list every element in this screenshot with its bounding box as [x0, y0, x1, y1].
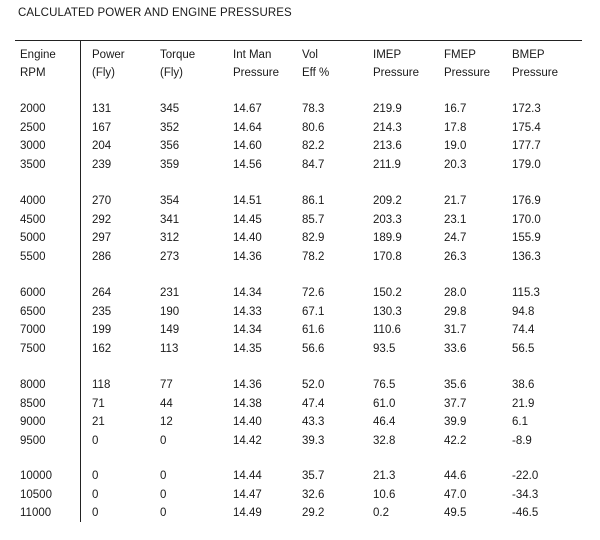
- column-header-engine-rpm: Engine: [20, 49, 56, 61]
- table-cell-torque: 341: [160, 213, 180, 226]
- table-cell-power: 162: [92, 342, 112, 355]
- table-cell-fmep: 37.7: [444, 397, 467, 410]
- table-cell-fmep: 33.6: [444, 342, 467, 355]
- table-cell-bmep: 6.1: [512, 416, 528, 428]
- table-cell-power: 199: [92, 324, 112, 336]
- table-cell-imep: 130.3: [373, 305, 402, 318]
- table-cell-bmep: 21.9: [512, 397, 535, 410]
- table-cell-fmep: 21.7: [444, 195, 467, 207]
- table-cell-torque: 0: [160, 434, 167, 447]
- table-cell-torque: 352: [160, 121, 180, 134]
- table-cell-fmep: 24.7: [444, 232, 467, 244]
- table-cell-fmep: 31.7: [444, 324, 467, 336]
- table-cell-engine-rpm: 9000: [20, 416, 46, 428]
- table-cell-torque: 149: [160, 324, 180, 336]
- table-cell-bmep: 136.3: [512, 250, 541, 263]
- table-cell-vol-eff: 72.6: [302, 287, 325, 299]
- table-cell-imep: 76.5: [373, 379, 396, 391]
- table-cell-power: 286: [92, 250, 112, 263]
- table-cell-fmep: 44.6: [444, 470, 467, 482]
- table-cell-power: 0: [92, 488, 99, 501]
- table-cell-engine-rpm: 2500: [20, 121, 46, 134]
- table-cell-engine-rpm: 8000: [20, 379, 46, 391]
- table-cell-torque: 345: [160, 103, 180, 115]
- table-cell-torque: 356: [160, 140, 180, 152]
- table-cell-bmep: -22.0: [512, 470, 539, 482]
- table-cell-bmep: 175.4: [512, 121, 541, 134]
- table-cell-torque: 0: [160, 470, 167, 482]
- table-cell-engine-rpm: 7500: [20, 342, 46, 355]
- table-cell-engine-rpm: 10000: [20, 470, 52, 482]
- table-cell-vol-eff: 52.0: [302, 379, 325, 391]
- column-header-fmep: Pressure: [444, 67, 491, 79]
- table-cell-engine-rpm: 6500: [20, 305, 46, 318]
- table-cell-fmep: 49.5: [444, 507, 467, 519]
- table-cell-fmep: 16.7: [444, 103, 467, 115]
- table-cell-vol-eff: 67.1: [302, 305, 325, 318]
- column-header-imep: Pressure: [373, 67, 420, 79]
- table-cell-torque: 273: [160, 250, 180, 263]
- table-cell-vol-eff: 85.7: [302, 213, 325, 226]
- table-cell-fmep: 42.2: [444, 434, 467, 447]
- table-cell-bmep: 172.3: [512, 103, 541, 115]
- table-cell-int-man-pressure: 14.47: [233, 488, 262, 501]
- table-cell-engine-rpm: 3000: [20, 140, 46, 152]
- table-cell-engine-rpm: 6000: [20, 287, 46, 299]
- table-cell-power: 297: [92, 232, 112, 244]
- table-cell-imep: 0.2: [373, 507, 389, 519]
- table-cell-torque: 77: [160, 379, 173, 391]
- table-cell-imep: 21.3: [373, 470, 396, 482]
- table-cell-int-man-pressure: 14.34: [233, 324, 262, 336]
- table-cell-torque: 359: [160, 158, 180, 171]
- table-cell-engine-rpm: 7000: [20, 324, 46, 336]
- table-cell-bmep: 74.4: [512, 324, 535, 336]
- table-cell-int-man-pressure: 14.64: [233, 121, 262, 134]
- table-cell-imep: 93.5: [373, 342, 396, 355]
- table-cell-engine-rpm: 4500: [20, 213, 46, 226]
- table-cell-int-man-pressure: 14.40: [233, 232, 262, 244]
- table-cell-int-man-pressure: 14.51: [233, 195, 262, 207]
- table-cell-vol-eff: 47.4: [302, 397, 325, 410]
- table-cell-bmep: 177.7: [512, 140, 541, 152]
- table-cell-vol-eff: 82.9: [302, 232, 325, 244]
- column-header-engine-rpm: RPM: [20, 67, 46, 79]
- table-cell-vol-eff: 86.1: [302, 195, 325, 207]
- table-cell-power: 0: [92, 470, 99, 482]
- table-cell-vol-eff: 82.2: [302, 140, 325, 152]
- table-cell-int-man-pressure: 14.36: [233, 250, 262, 263]
- table-cell-fmep: 39.9: [444, 416, 467, 428]
- table-cell-power: 235: [92, 305, 112, 318]
- column-header-bmep: BMEP: [512, 49, 545, 61]
- table-cell-torque: 354: [160, 195, 180, 207]
- column-header-power: (Fly): [92, 67, 115, 79]
- table-cell-imep: 110.6: [373, 324, 401, 336]
- table-cell-engine-rpm: 5500: [20, 250, 46, 263]
- table-cell-power: 21: [92, 416, 105, 428]
- table-cell-bmep: 155.9: [512, 232, 541, 244]
- table-cell-imep: 211.9: [373, 158, 401, 171]
- table-cell-vol-eff: 84.7: [302, 158, 325, 171]
- table-cell-torque: 0: [160, 507, 167, 519]
- table-cell-power: 71: [92, 397, 105, 410]
- table-cell-imep: 10.6: [373, 488, 396, 501]
- table-cell-int-man-pressure: 14.44: [233, 470, 262, 482]
- table-cell-imep: 213.6: [373, 140, 402, 152]
- table-cell-fmep: 26.3: [444, 250, 467, 263]
- table-cell-int-man-pressure: 14.49: [233, 507, 262, 519]
- table-cell-int-man-pressure: 14.67: [233, 103, 262, 115]
- table-cell-imep: 32.8: [373, 434, 396, 447]
- table-cell-power: 0: [92, 507, 99, 519]
- table-cell-fmep: 23.1: [444, 213, 467, 226]
- table-cell-vol-eff: 78.2: [302, 250, 325, 263]
- table-cell-bmep: 176.9: [512, 195, 541, 207]
- table-cell-vol-eff: 78.3: [302, 103, 325, 115]
- table-cell-fmep: 19.0: [444, 140, 467, 152]
- table-cell-torque: 312: [160, 232, 180, 244]
- table-cell-engine-rpm: 11000: [20, 507, 52, 519]
- table-cell-power: 167: [92, 121, 112, 134]
- table-cell-imep: 214.3: [373, 121, 402, 134]
- table-cell-vol-eff: 56.6: [302, 342, 325, 355]
- table-cell-int-man-pressure: 14.33: [233, 305, 262, 318]
- table-cell-engine-rpm: 3500: [20, 158, 46, 171]
- table-cell-imep: 189.9: [373, 232, 402, 244]
- table-cell-fmep: 35.6: [444, 379, 467, 391]
- table-cell-vol-eff: 35.7: [302, 470, 325, 482]
- header-divider: [15, 40, 582, 41]
- table-cell-fmep: 29.8: [444, 305, 467, 318]
- table-cell-power: 204: [92, 140, 112, 152]
- table-cell-int-man-pressure: 14.40: [233, 416, 262, 428]
- table-cell-bmep: 170.0: [512, 213, 541, 226]
- table-cell-int-man-pressure: 14.45: [233, 213, 262, 226]
- table-cell-imep: 150.2: [373, 287, 402, 299]
- table-cell-power: 292: [92, 213, 112, 226]
- table-cell-imep: 219.9: [373, 103, 402, 115]
- table-cell-vol-eff: 32.6: [302, 488, 325, 501]
- table-cell-bmep: 115.3: [512, 287, 540, 299]
- table-cell-fmep: 47.0: [444, 488, 467, 501]
- column-header-int-man-pressure: Int Man: [233, 49, 272, 61]
- table-cell-imep: 203.3: [373, 213, 402, 226]
- table-cell-vol-eff: 61.6: [302, 324, 325, 336]
- table-cell-vol-eff: 43.3: [302, 416, 325, 428]
- column-header-vol-eff: Vol: [302, 49, 318, 61]
- table-cell-int-man-pressure: 14.60: [233, 140, 262, 152]
- table-cell-vol-eff: 80.6: [302, 121, 325, 134]
- table-cell-int-man-pressure: 14.35: [233, 342, 262, 355]
- table-cell-imep: 209.2: [373, 195, 402, 207]
- table-cell-power: 270: [92, 195, 112, 207]
- table-cell-torque: 190: [160, 305, 180, 318]
- table-cell-int-man-pressure: 14.36: [233, 379, 262, 391]
- table-cell-engine-rpm: 4000: [20, 195, 46, 207]
- table-cell-int-man-pressure: 14.34: [233, 287, 262, 299]
- table-cell-power: 131: [92, 103, 112, 115]
- rpm-column-divider: [80, 41, 81, 522]
- table-cell-int-man-pressure: 14.56: [233, 158, 262, 171]
- table-cell-bmep: 179.0: [512, 158, 541, 171]
- table-cell-vol-eff: 39.3: [302, 434, 325, 447]
- column-header-imep: IMEP: [373, 49, 402, 61]
- table-cell-imep: 170.8: [373, 250, 402, 263]
- table-cell-torque: 113: [160, 342, 179, 355]
- table-cell-engine-rpm: 10500: [20, 488, 52, 501]
- table-cell-fmep: 17.8: [444, 121, 467, 134]
- table-cell-bmep: 38.6: [512, 379, 535, 391]
- table-cell-imep: 46.4: [373, 416, 396, 428]
- table-cell-torque: 44: [160, 397, 173, 410]
- table-cell-torque: 12: [160, 416, 173, 428]
- table-cell-bmep: 94.8: [512, 305, 535, 318]
- table-cell-int-man-pressure: 14.38: [233, 397, 262, 410]
- table-cell-engine-rpm: 9500: [20, 434, 46, 447]
- table-cell-engine-rpm: 8500: [20, 397, 46, 410]
- table-cell-bmep: -8.9: [512, 434, 532, 447]
- table-cell-bmep: 56.5: [512, 342, 535, 355]
- table-cell-engine-rpm: 5000: [20, 232, 46, 244]
- table-cell-power: 0: [92, 434, 99, 447]
- page-title: CALCULATED POWER AND ENGINE PRESSURES: [18, 7, 292, 19]
- table-cell-fmep: 28.0: [444, 287, 467, 299]
- table-cell-vol-eff: 29.2: [302, 507, 325, 519]
- table-cell-torque: 231: [160, 287, 180, 299]
- column-header-vol-eff: Eff %: [302, 67, 330, 79]
- table-cell-engine-rpm: 2000: [20, 103, 46, 115]
- table-cell-fmep: 20.3: [444, 158, 467, 171]
- column-header-bmep: Pressure: [512, 67, 559, 79]
- table-cell-power: 239: [92, 158, 112, 171]
- column-header-power: Power: [92, 49, 125, 61]
- table-cell-power: 118: [92, 379, 111, 391]
- column-header-int-man-pressure: Pressure: [233, 67, 280, 79]
- table-cell-torque: 0: [160, 488, 167, 501]
- column-header-torque: (Fly): [160, 67, 183, 79]
- table-cell-imep: 61.0: [373, 397, 396, 410]
- table-cell-int-man-pressure: 14.42: [233, 434, 262, 447]
- table-cell-bmep: -34.3: [512, 488, 539, 501]
- column-header-fmep: FMEP: [444, 49, 476, 61]
- column-header-torque: Torque: [160, 49, 196, 61]
- table-cell-power: 264: [92, 287, 112, 299]
- table-cell-bmep: -46.5: [512, 507, 539, 519]
